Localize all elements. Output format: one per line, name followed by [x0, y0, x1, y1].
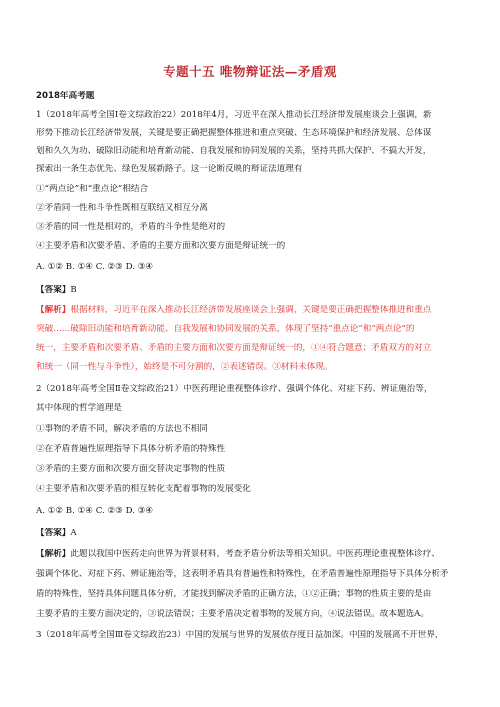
q2-option: ④主要矛盾和次要矛盾的相互转化支配着事物的发展变化	[36, 484, 251, 494]
q1-stem-line: 划和久久为功、破除旧动能和培育新动能、自我发展和协同发展的关系，坚持共抓大保护、不搞大开发，	[36, 146, 432, 156]
q1-analysis-line: 统一，主要矛盾和次要矛盾、矛盾的主要方面和次要方面是辩证统一的，①④符合题意；矛盾双方的对立	[36, 343, 432, 353]
q2-answer	[36, 528, 468, 539]
q2-choices: A. ①② B. ①④ C. ②③ D. ③④	[36, 506, 154, 516]
q2-analysis-line: 强调个体化、对症下药、辨证施治等，这表明矛盾具有普遍性和特殊性，在矛盾普遍性原理指导下具体分析矛	[36, 569, 449, 579]
q2-analysis-line	[36, 549, 468, 560]
q1-answer	[36, 285, 468, 296]
q1-stem-line: 形势下推动长江经济带发展，关键是要正确把握整体推进和重点突破、生态环境保护和经济发展、总体谋	[36, 128, 432, 138]
answer-label: 【答案】	[36, 528, 71, 538]
answer-label: 【答案】	[36, 285, 71, 295]
answer-value: B	[70, 285, 77, 295]
analysis-label: 【解析】	[36, 549, 71, 559]
q1-option: ②矛盾同一性和斗争性既相互联结又相互分离	[36, 203, 208, 213]
q1-analysis-line	[36, 305, 468, 316]
analysis-text: 根据材料，习近平在深入推动长江经济带发展座谈会上强调，关键是要正确把握整体推进和重点	[70, 305, 432, 315]
q1-option: ④主要矛盾和次要矛盾、矛盾的主要方面和次要方面是辩证统一的	[36, 241, 286, 251]
q1-option: ①“两点论”和“重点论”相结合	[36, 184, 149, 194]
q3-stem-line: 3（2018年高考全国Ⅲ卷文综政治23）中国的发展与世界的发展依存度日益加深。中国的发展离不开世界，	[36, 630, 444, 640]
section-heading: 2018年高考题	[36, 91, 95, 101]
q2-analysis-line: 盾的特殊性，坚持具体问题具体分析，才能找到解决矛盾的正确方法，①②正确；事物的性质主要的是由	[36, 589, 432, 599]
q1-choices: A. ①② B. ①④ C. ②③ D. ③④	[36, 262, 154, 272]
q1-analysis-line: 和统一（同一性与斗争性），始终是不可分割的，②表述错误。③材料未体现。	[36, 362, 333, 372]
q1-stem-line: 探索出一条生态优先、绿色发展新路子。这一论断反映的辩证法道理有	[36, 164, 303, 174]
q1-stem-line: 1（2018年高考全国Ⅰ卷文综政治22）2018年4月，习近平在深入推动长江经济带发展座谈会上强调，新	[36, 110, 432, 120]
q2-option: ①事物的矛盾不同，解决矛盾的方法也不相同	[36, 424, 208, 434]
q2-analysis-line: 主要矛盾的主要方面决定的，③说法错误；主要矛盾决定着事物的发展方向，④说法错误。故本题选A。	[36, 609, 429, 619]
analysis-label: 【解析】	[36, 305, 71, 315]
analysis-text: 此题以我国中医药走向世界为背景材料，考查矛盾分析法等相关知识。中医药理论重视整体诊疗、	[70, 549, 440, 559]
answer-value: A	[70, 528, 77, 538]
q1-analysis-line: 突破……破除旧动能和培育新动能、自我发展和协同发展的关系，体现了坚持“重点论”和“两点论”的	[36, 324, 415, 334]
q2-stem-line: 其中体现的哲学道理是	[36, 403, 122, 413]
q2-option: ②在矛盾普遍性原理指导下具体分析矛盾的特殊性	[36, 444, 226, 454]
q2-option: ③矛盾的主要方面和次要方面交替决定事物的性质	[36, 464, 226, 474]
q1-option: ③矛盾的同一性是相对的，矛盾的斗争性是绝对的	[36, 222, 226, 232]
doc-title: 专题十五 唯物辩证法—矛盾观	[163, 64, 337, 79]
q2-stem-line: 2（2018年高考全国Ⅱ卷文综政治21）中医药理论重视整体诊疗、强调个体化、对症下药、辨证施治等，	[36, 384, 433, 394]
